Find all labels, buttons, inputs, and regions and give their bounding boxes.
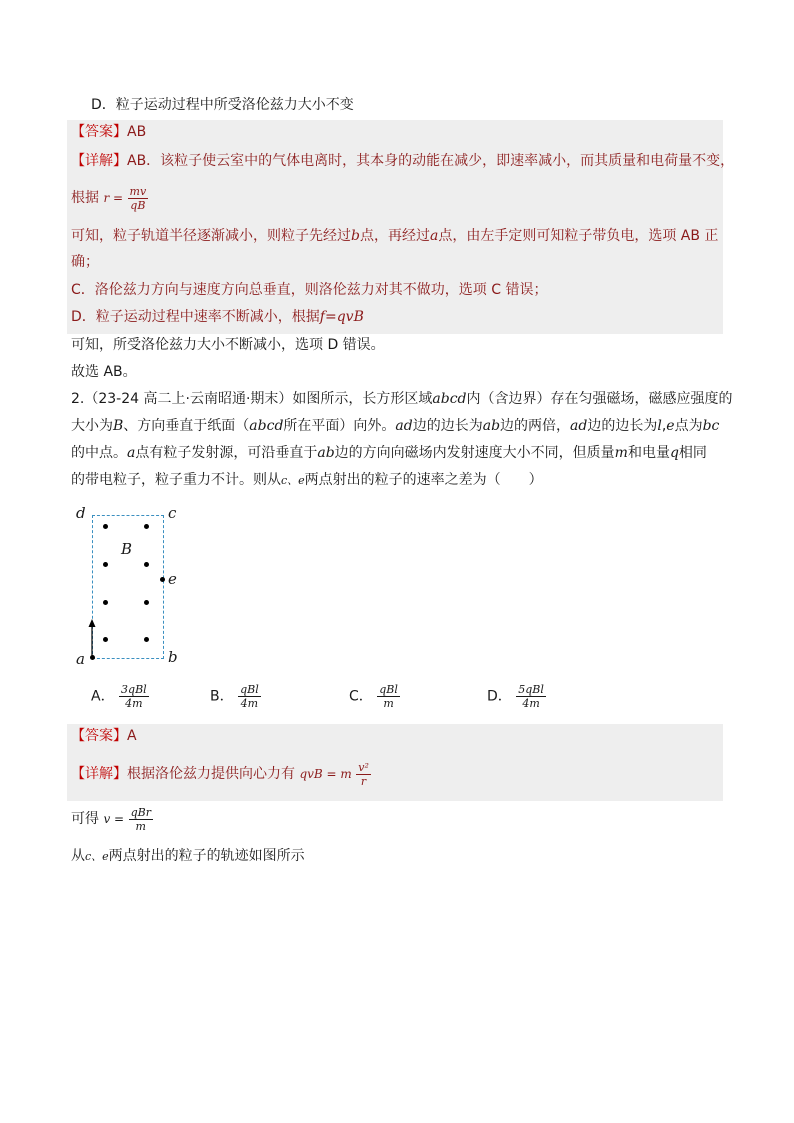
fraction-numerator: 5qBl bbox=[518, 683, 544, 696]
formula-r-fraction bbox=[128, 185, 149, 212]
label-b: b bbox=[168, 648, 178, 666]
stem-text: 和电量 bbox=[627, 445, 670, 461]
label-a: a bbox=[76, 650, 85, 668]
fraction-numerator: qBl bbox=[379, 683, 398, 696]
fraction-numerator: mv bbox=[129, 184, 147, 198]
stem-text: 的中点。 bbox=[71, 445, 127, 461]
q1-detail-line-3 bbox=[71, 226, 718, 246]
point-e: e bbox=[666, 418, 675, 434]
stem-text: 点为 bbox=[674, 418, 703, 434]
detail-text: D．粒子运动过程中速率不断减小，根据 bbox=[71, 309, 320, 325]
stem-text: 相同 bbox=[678, 445, 707, 461]
q2-stem-line-3 bbox=[71, 443, 707, 463]
field-dot bbox=[144, 524, 149, 529]
fraction-denominator: m bbox=[135, 819, 146, 833]
point-a: a bbox=[127, 445, 136, 461]
label-d: d bbox=[76, 504, 86, 522]
detail-text: 从 bbox=[71, 848, 85, 864]
q2-detail-line-1 bbox=[71, 756, 371, 792]
side-ad: ad bbox=[395, 418, 413, 434]
stem-text: 两点射出的粒子的速率之差为（ ） bbox=[304, 472, 543, 488]
formula-f: f=qvB bbox=[319, 309, 364, 325]
symbol-m: m bbox=[614, 445, 628, 461]
option-letter: D． bbox=[487, 688, 512, 705]
formula-v-lhs: v = bbox=[103, 812, 125, 826]
side-bc: bc bbox=[702, 418, 720, 434]
q1-detail-line-1 bbox=[71, 151, 734, 171]
q2-option-a[interactable] bbox=[91, 683, 149, 710]
point-b: b bbox=[351, 228, 360, 244]
detail-text: 根据洛伦兹力提供向心力有 bbox=[127, 766, 295, 782]
points-c-e: c、e bbox=[281, 474, 305, 487]
symbol-q: q bbox=[669, 445, 679, 461]
stem-text: 所在平面）向外。 bbox=[283, 418, 396, 434]
q2-option-d[interactable] bbox=[487, 683, 546, 710]
detail-tag: 【详解】 bbox=[71, 153, 127, 169]
option-letter: C． bbox=[349, 688, 373, 705]
q2-option-c[interactable] bbox=[349, 683, 400, 710]
answer-tag: 【答案】 bbox=[71, 124, 127, 140]
symbol-l: l bbox=[657, 418, 662, 434]
detail-text: 两点射出的粒子的轨迹如图所示 bbox=[108, 848, 305, 864]
answer-value: A bbox=[127, 728, 137, 744]
fraction-denominator: r bbox=[360, 774, 367, 788]
detail-text: 可得 bbox=[71, 811, 99, 827]
q1-detail-line-6 bbox=[71, 307, 364, 327]
q1-option-d: D．粒子运动过程中所受洛伦兹力大小不变 bbox=[91, 97, 354, 113]
velocity-arrow-icon bbox=[86, 618, 98, 658]
magnetic-field-figure bbox=[70, 500, 190, 672]
option-fraction bbox=[377, 683, 400, 710]
option-fraction bbox=[119, 683, 149, 710]
q2-detail-line-3 bbox=[71, 846, 305, 867]
side-ab: ab bbox=[317, 445, 335, 461]
stem-text: 的带电粒子，粒子重力不计。则从 bbox=[71, 472, 281, 488]
stem-text: , bbox=[661, 418, 667, 434]
fraction-numerator: 3qBl bbox=[121, 683, 147, 696]
symbol-B: B bbox=[113, 418, 124, 434]
fraction-denominator: m bbox=[383, 697, 394, 710]
q1-conclusion: 故选 AB。 bbox=[71, 364, 137, 380]
field-dot bbox=[103, 524, 108, 529]
field-dot bbox=[144, 637, 149, 642]
detail-text: 点，由左手定则可知粒子带负电，选项 AB 正 bbox=[438, 228, 719, 244]
q2-stem-line-2 bbox=[71, 416, 719, 436]
option-letter: A． bbox=[91, 688, 115, 705]
detail-text: 点，再经过 bbox=[359, 228, 430, 244]
side-ad: ad bbox=[570, 418, 588, 434]
option-fraction bbox=[516, 683, 546, 710]
q2-detail-line-2 bbox=[71, 801, 153, 837]
region-abcd: abcd bbox=[432, 391, 467, 407]
q1-detail-line-5: C．洛伦兹力方向与速度方向总垂直，则洛伦兹力对其不做功，选项 C 错误； bbox=[71, 282, 548, 298]
fraction-denominator: 4m bbox=[522, 697, 540, 710]
answer-tag: 【答案】 bbox=[71, 728, 127, 744]
fraction-denominator: qB bbox=[130, 198, 146, 212]
field-dot bbox=[144, 562, 149, 567]
q2-answer bbox=[71, 726, 137, 746]
formula-v-fraction bbox=[129, 806, 153, 833]
label-c: c bbox=[168, 504, 177, 522]
detail-text: 可知，粒子轨道半径逐渐减小，则粒子先经过 bbox=[71, 228, 351, 244]
formula-fraction bbox=[356, 761, 371, 788]
q1-detail-line-4: 确； bbox=[71, 254, 99, 270]
stem-text: 2.（23-24 高二上·云南昭通·期末）如图所示，长方形区域 bbox=[71, 391, 433, 407]
point-a: a bbox=[429, 228, 439, 244]
fraction-denominator: 4m bbox=[125, 697, 143, 710]
q1-detail-line-7: 可知，所受洛伦兹力大小不断减小，选项 D 错误。 bbox=[71, 337, 385, 353]
stem-text: 点有粒子发射源，可沿垂直于 bbox=[135, 445, 318, 461]
fraction-numerator: v² bbox=[358, 760, 369, 774]
q2-option-b[interactable] bbox=[210, 683, 261, 710]
answer-value: AB bbox=[127, 124, 147, 140]
formula-lhs: qvB = m bbox=[299, 767, 352, 781]
stem-text: 边的边长为 bbox=[587, 418, 658, 434]
detail-tag: 【详解】 bbox=[71, 766, 127, 782]
stem-text: 边的两倍， bbox=[500, 418, 571, 434]
formula-r-lhs: r = bbox=[103, 191, 124, 205]
q2-stem-line-1 bbox=[71, 389, 733, 409]
fraction-denominator: 4m bbox=[240, 697, 259, 710]
fraction-numerator: qBl bbox=[240, 683, 259, 696]
field-dot bbox=[103, 637, 108, 642]
q1-answer bbox=[71, 122, 146, 142]
label-B: B bbox=[121, 540, 133, 558]
region-abcd: abcd bbox=[249, 418, 284, 434]
label-e: e bbox=[168, 570, 177, 588]
stem-text: 内（含边界）存在匀强磁场，磁感应强度的 bbox=[466, 391, 733, 407]
field-dot bbox=[144, 600, 149, 605]
stem-text: 大小为 bbox=[71, 418, 113, 434]
points-c-e: c、e bbox=[85, 850, 109, 863]
stem-text: 边的方向向磁场内发射速度大小不同，但质量 bbox=[334, 445, 615, 461]
option-letter: B． bbox=[210, 688, 234, 705]
q1-detail-line-2 bbox=[71, 180, 148, 216]
q2-stem-line-4 bbox=[71, 470, 543, 491]
point-e-dot bbox=[160, 577, 165, 582]
fraction-numerator: qBr bbox=[130, 805, 151, 819]
stem-text: 边的边长为 bbox=[412, 418, 483, 434]
field-dot bbox=[103, 562, 108, 567]
option-fraction bbox=[238, 683, 261, 710]
stem-text: 、方向垂直于纸面（ bbox=[123, 418, 250, 434]
side-ab: ab bbox=[482, 418, 501, 434]
detail-text: 根据 bbox=[71, 190, 99, 206]
field-dot bbox=[103, 600, 108, 605]
detail-text: AB．该粒子使云室中的气体电离时，其本身的动能在减少，即速率减小，而其质量和电荷量不变， bbox=[127, 153, 735, 169]
